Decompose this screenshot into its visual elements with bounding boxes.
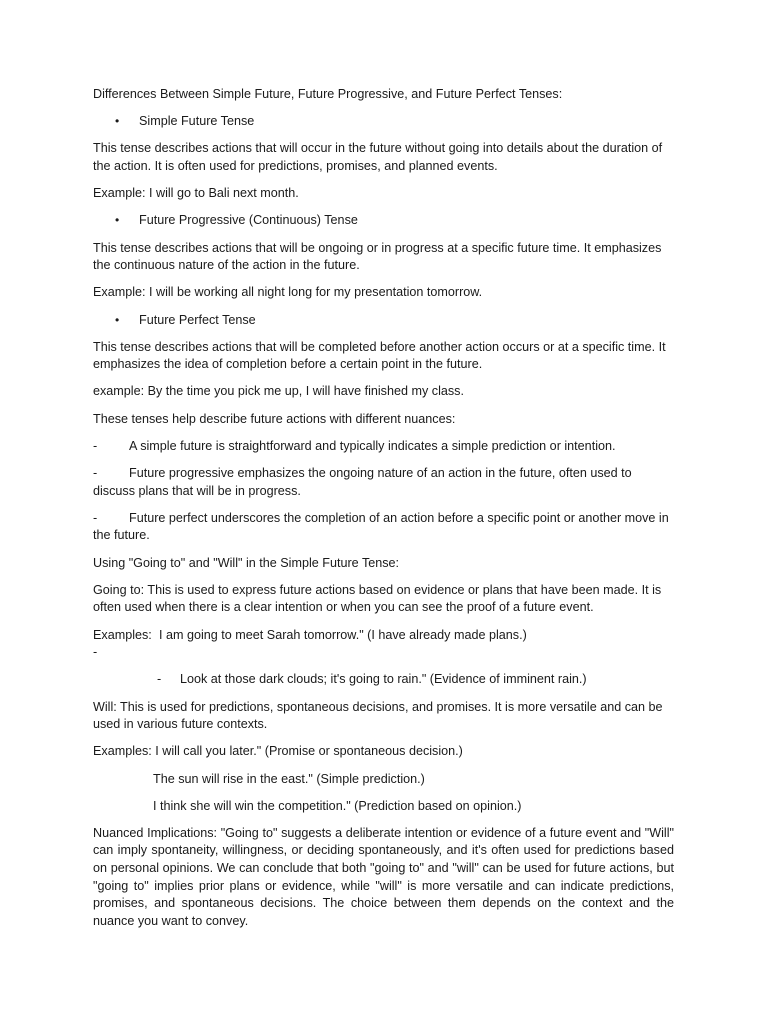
going-will-heading: Using "Going to" and "Will" in the Simple Future Tense: xyxy=(93,555,400,570)
bullet-label: Future Perfect Tense xyxy=(139,312,256,327)
simple-future-example: Example: I will go to Bali next month. xyxy=(93,186,299,201)
bullet-future-progressive xyxy=(93,212,674,230)
dash-mark: - xyxy=(93,466,98,481)
dash-mark: - xyxy=(157,672,162,687)
nuanced-implications-paragraph: Nuanced Implications: "Going to" suggests a deliberate intention or evidence of a future event and "Will" can imply spontaneity, willingness, or deciding spontaneously, and it's often used for predictions based on personal opinions. We can conclude that both "going to" and "will" can be used for future actions, but "going to" implies prior plans or evidence, while "will" is more versatile and can indicate predictions, promises, and spontaneous decisions. The choice between them depends on the context and the nuance you want to convey. xyxy=(93,825,674,928)
bullet-simple-future xyxy=(93,113,674,131)
summary-intro: These tenses help describe future actions with different nuances: xyxy=(93,411,456,426)
simple-future-description: This tense describes actions that will occur in the future without going into details about the duration of the action. It is often used for predictions, promises, and planned events. xyxy=(93,141,663,173)
future-progressive-description: This tense describes actions that will be ongoing or in progress at a specific future time. It emphasizes the continuous nature of the action in the future. xyxy=(93,240,662,273)
summary-item xyxy=(93,465,674,500)
going-to-example xyxy=(93,627,674,662)
bullet-label: Simple Future Tense xyxy=(139,114,255,129)
bullet-future-perfect xyxy=(93,312,674,330)
summary-item xyxy=(93,438,674,456)
going-to-example xyxy=(93,671,674,689)
future-progressive-example: Example: I will be working all night long for my presentation tomorrow. xyxy=(93,285,483,300)
will-example: The sun will rise in the east." (Simple prediction.) xyxy=(153,771,425,786)
future-perfect-description: This tense describes actions that will be completed before another action occurs or at a specific time. It emphasizes the idea of completion before a certain point in the future. xyxy=(93,339,666,372)
summary-text: Future perfect underscores the completion of an action before a specific point or another move in the future. xyxy=(93,510,669,543)
will-description: Will: This is used for predictions, spontaneous decisions, and promises. It is more versatile and can be used in various future contexts. xyxy=(93,699,663,732)
summary-item xyxy=(93,510,674,545)
document-heading: Differences Between Simple Future, Future Progressive, and Future Perfect Tenses: xyxy=(93,87,563,101)
example-text: Look at those dark clouds; it's going to rain." (Evidence of imminent rain.) xyxy=(180,672,587,687)
example-text: I am going to meet Sarah tomorrow." (I have already made plans.) xyxy=(159,627,527,642)
bullet-dot: • xyxy=(115,213,120,228)
future-perfect-example: example: By the time you pick me up, I will have finished my class. xyxy=(93,384,464,399)
summary-text: Future progressive emphasizes the ongoing nature of an action in the future, often used to discuss plans that will be in progress. xyxy=(93,466,632,498)
going-to-description: Going to: This is used to express future actions based on evidence or plans that have been made. It is often used when there is a clear intention or when you can see the proof of a future event. xyxy=(93,582,662,615)
summary-text: A simple future is straightforward and typically indicates a simple prediction or intention. xyxy=(129,438,616,453)
will-example: I think she will win the competition." (Prediction based on opinion.) xyxy=(153,798,522,813)
examples-label: Examples: - xyxy=(93,627,152,660)
bullet-label: Future Progressive (Continuous) Tense xyxy=(139,213,358,228)
bullet-dot: • xyxy=(115,312,120,327)
dash-mark: - xyxy=(93,510,98,525)
bullet-dot: • xyxy=(115,114,120,129)
will-example: Examples: I will call you later." (Promise or spontaneous decision.) xyxy=(93,744,463,759)
dash-mark: - xyxy=(93,438,98,453)
